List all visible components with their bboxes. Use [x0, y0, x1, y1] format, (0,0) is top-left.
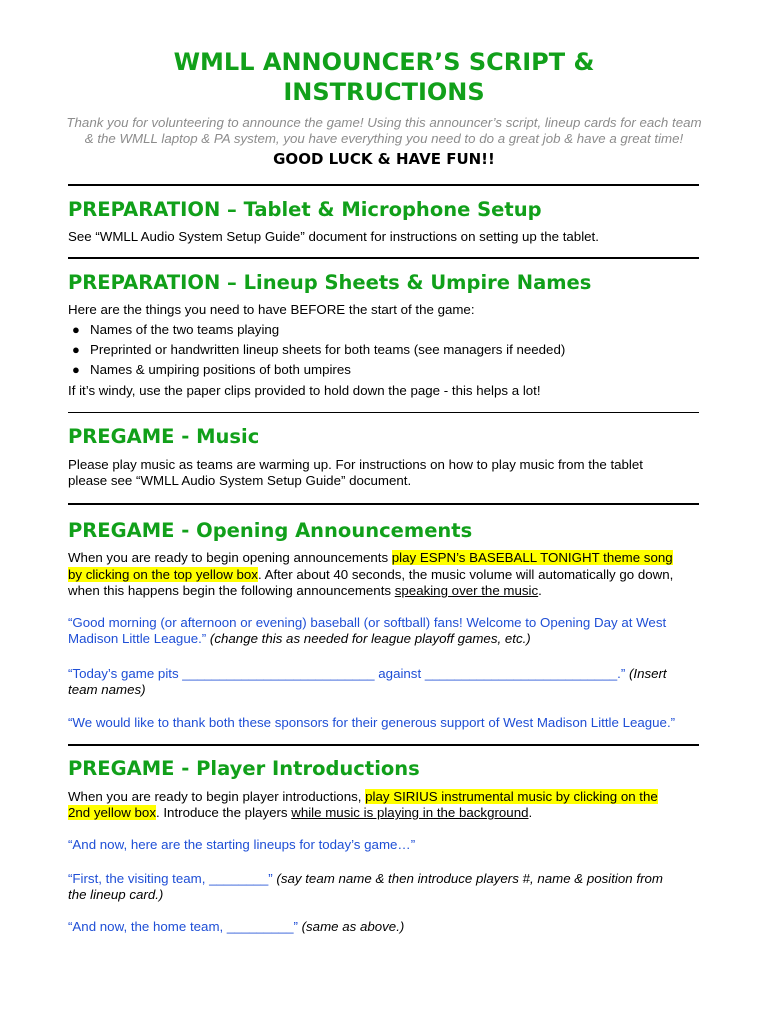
intros-instructions-line2: 2nd yellow box. Introduce the players while music is playing in the background.: [68, 805, 533, 820]
opening-script-teams-line2: team names): [68, 682, 146, 697]
intros-script-starting-lineups: “And now, here are the starting lineups for today’s game…”: [68, 837, 416, 852]
heading-prep-lineup: PREPARATION – Lineup Sheets & Umpire Names: [68, 271, 592, 294]
good-luck-text: GOOD LUCK & HAVE FUN!!: [273, 150, 495, 168]
underlined-text: speaking over the music: [394, 583, 539, 598]
section-divider: [68, 257, 699, 259]
opening-instructions-line3: when this happens begin the following announcements speaking over the music.: [68, 583, 542, 598]
heading-player-introductions: PREGAME - Player Introductions: [68, 757, 420, 780]
opening-instructions-line2: by clicking on the top yellow box. After about 40 seconds, the music volume will automatically go down,: [68, 567, 674, 582]
section-divider: [68, 744, 699, 746]
section-divider: [68, 412, 699, 413]
script-note: (say team name & then introduce players #, name & position from: [272, 871, 663, 886]
intro-line2: & the WMLL laptop & PA system, you have everything you need to do a great job & have a great time!: [84, 131, 684, 146]
list-item: ● Names of the two teams playing: [68, 320, 700, 340]
script-note: (change this as needed for league playoff games, etc.): [206, 631, 531, 646]
intros-script-visiting-line1: “First, the visiting team, ________” (say team name & then introduce players #, name & position from: [68, 871, 663, 886]
heading-prep-tablet: PREPARATION – Tablet & Microphone Setup: [68, 198, 542, 221]
highlight-instruction: by clicking on the top yellow box: [68, 567, 258, 582]
opening-instructions-line1: When you are ready to begin opening announcements play ESPN’s BASEBALL TONIGHT theme song: [68, 550, 673, 565]
list-item: ● Names & umpiring positions of both umpires: [68, 360, 700, 380]
intros-script-home-team: “And now, the home team, _________” (same as above.): [68, 919, 405, 934]
list-item: ● Preprinted or handwritten lineup sheets for both teams (see managers if needed): [68, 340, 700, 360]
opening-script-sponsors: “We would like to thank both these sponsors for their generous support of West Madison Little League.”: [68, 715, 676, 730]
prep-lineup-lead: Here are the things you need to have BEFORE the start of the game:: [68, 302, 475, 317]
highlight-instruction: 2nd yellow box: [68, 805, 156, 820]
highlight-instruction: play SIRIUS instrumental music by clicking on the: [365, 789, 658, 804]
document-title-line1: WMLL ANNOUNCER’S SCRIPT &: [173, 48, 595, 76]
section-divider: [68, 503, 699, 505]
bullet-icon: ●: [72, 362, 80, 377]
music-text-line2: please see “WMLL Audio System Setup Guide” document.: [68, 473, 412, 488]
heading-pregame-music: PREGAME - Music: [68, 425, 260, 448]
intros-instructions-line1: When you are ready to begin player introductions, play SIRIUS instrumental music by clicking on the: [68, 789, 658, 804]
prep-tablet-text: See “WMLL Audio System Setup Guide” document for instructions on setting up the tablet.: [68, 229, 599, 244]
script-note: (Insert: [625, 666, 667, 681]
heading-opening-announcements: PREGAME - Opening Announcements: [68, 519, 473, 542]
opening-script-teams-line1: “Today’s game pits __________________________ against __________________________.” (Insert: [68, 666, 667, 681]
highlight-instruction: play ESPN’s BASEBALL TONIGHT theme song: [391, 550, 673, 565]
opening-script-welcome-line1: “Good morning (or afternoon or evening) baseball (or softball) fans! Welcome to Opening Day at West: [68, 615, 667, 630]
document-title-line2: INSTRUCTIONS: [283, 78, 485, 106]
opening-script-welcome-line2: Madison Little League.” (change this as needed for league playoff games, etc.): [68, 631, 531, 646]
intro-line1: Thank you for volunteering to announce the game! Using this announcer’s script, lineup cards for each team: [66, 115, 702, 130]
script-note: (same as above.): [297, 919, 405, 934]
prep-lineup-bullet-list: [68, 320, 700, 380]
bullet-icon: ●: [72, 342, 80, 357]
intros-script-visiting-line2: the lineup card.): [68, 887, 164, 902]
bullet-icon: ●: [72, 322, 80, 337]
underlined-text: while music is playing in the background: [291, 805, 529, 820]
section-divider: [68, 184, 699, 186]
music-text-line1: Please play music as teams are warming up. For instructions on how to play music from the tablet: [68, 457, 643, 472]
prep-lineup-tip: If it’s windy, use the paper clips provided to hold down the page - this helps a lot!: [68, 383, 541, 398]
